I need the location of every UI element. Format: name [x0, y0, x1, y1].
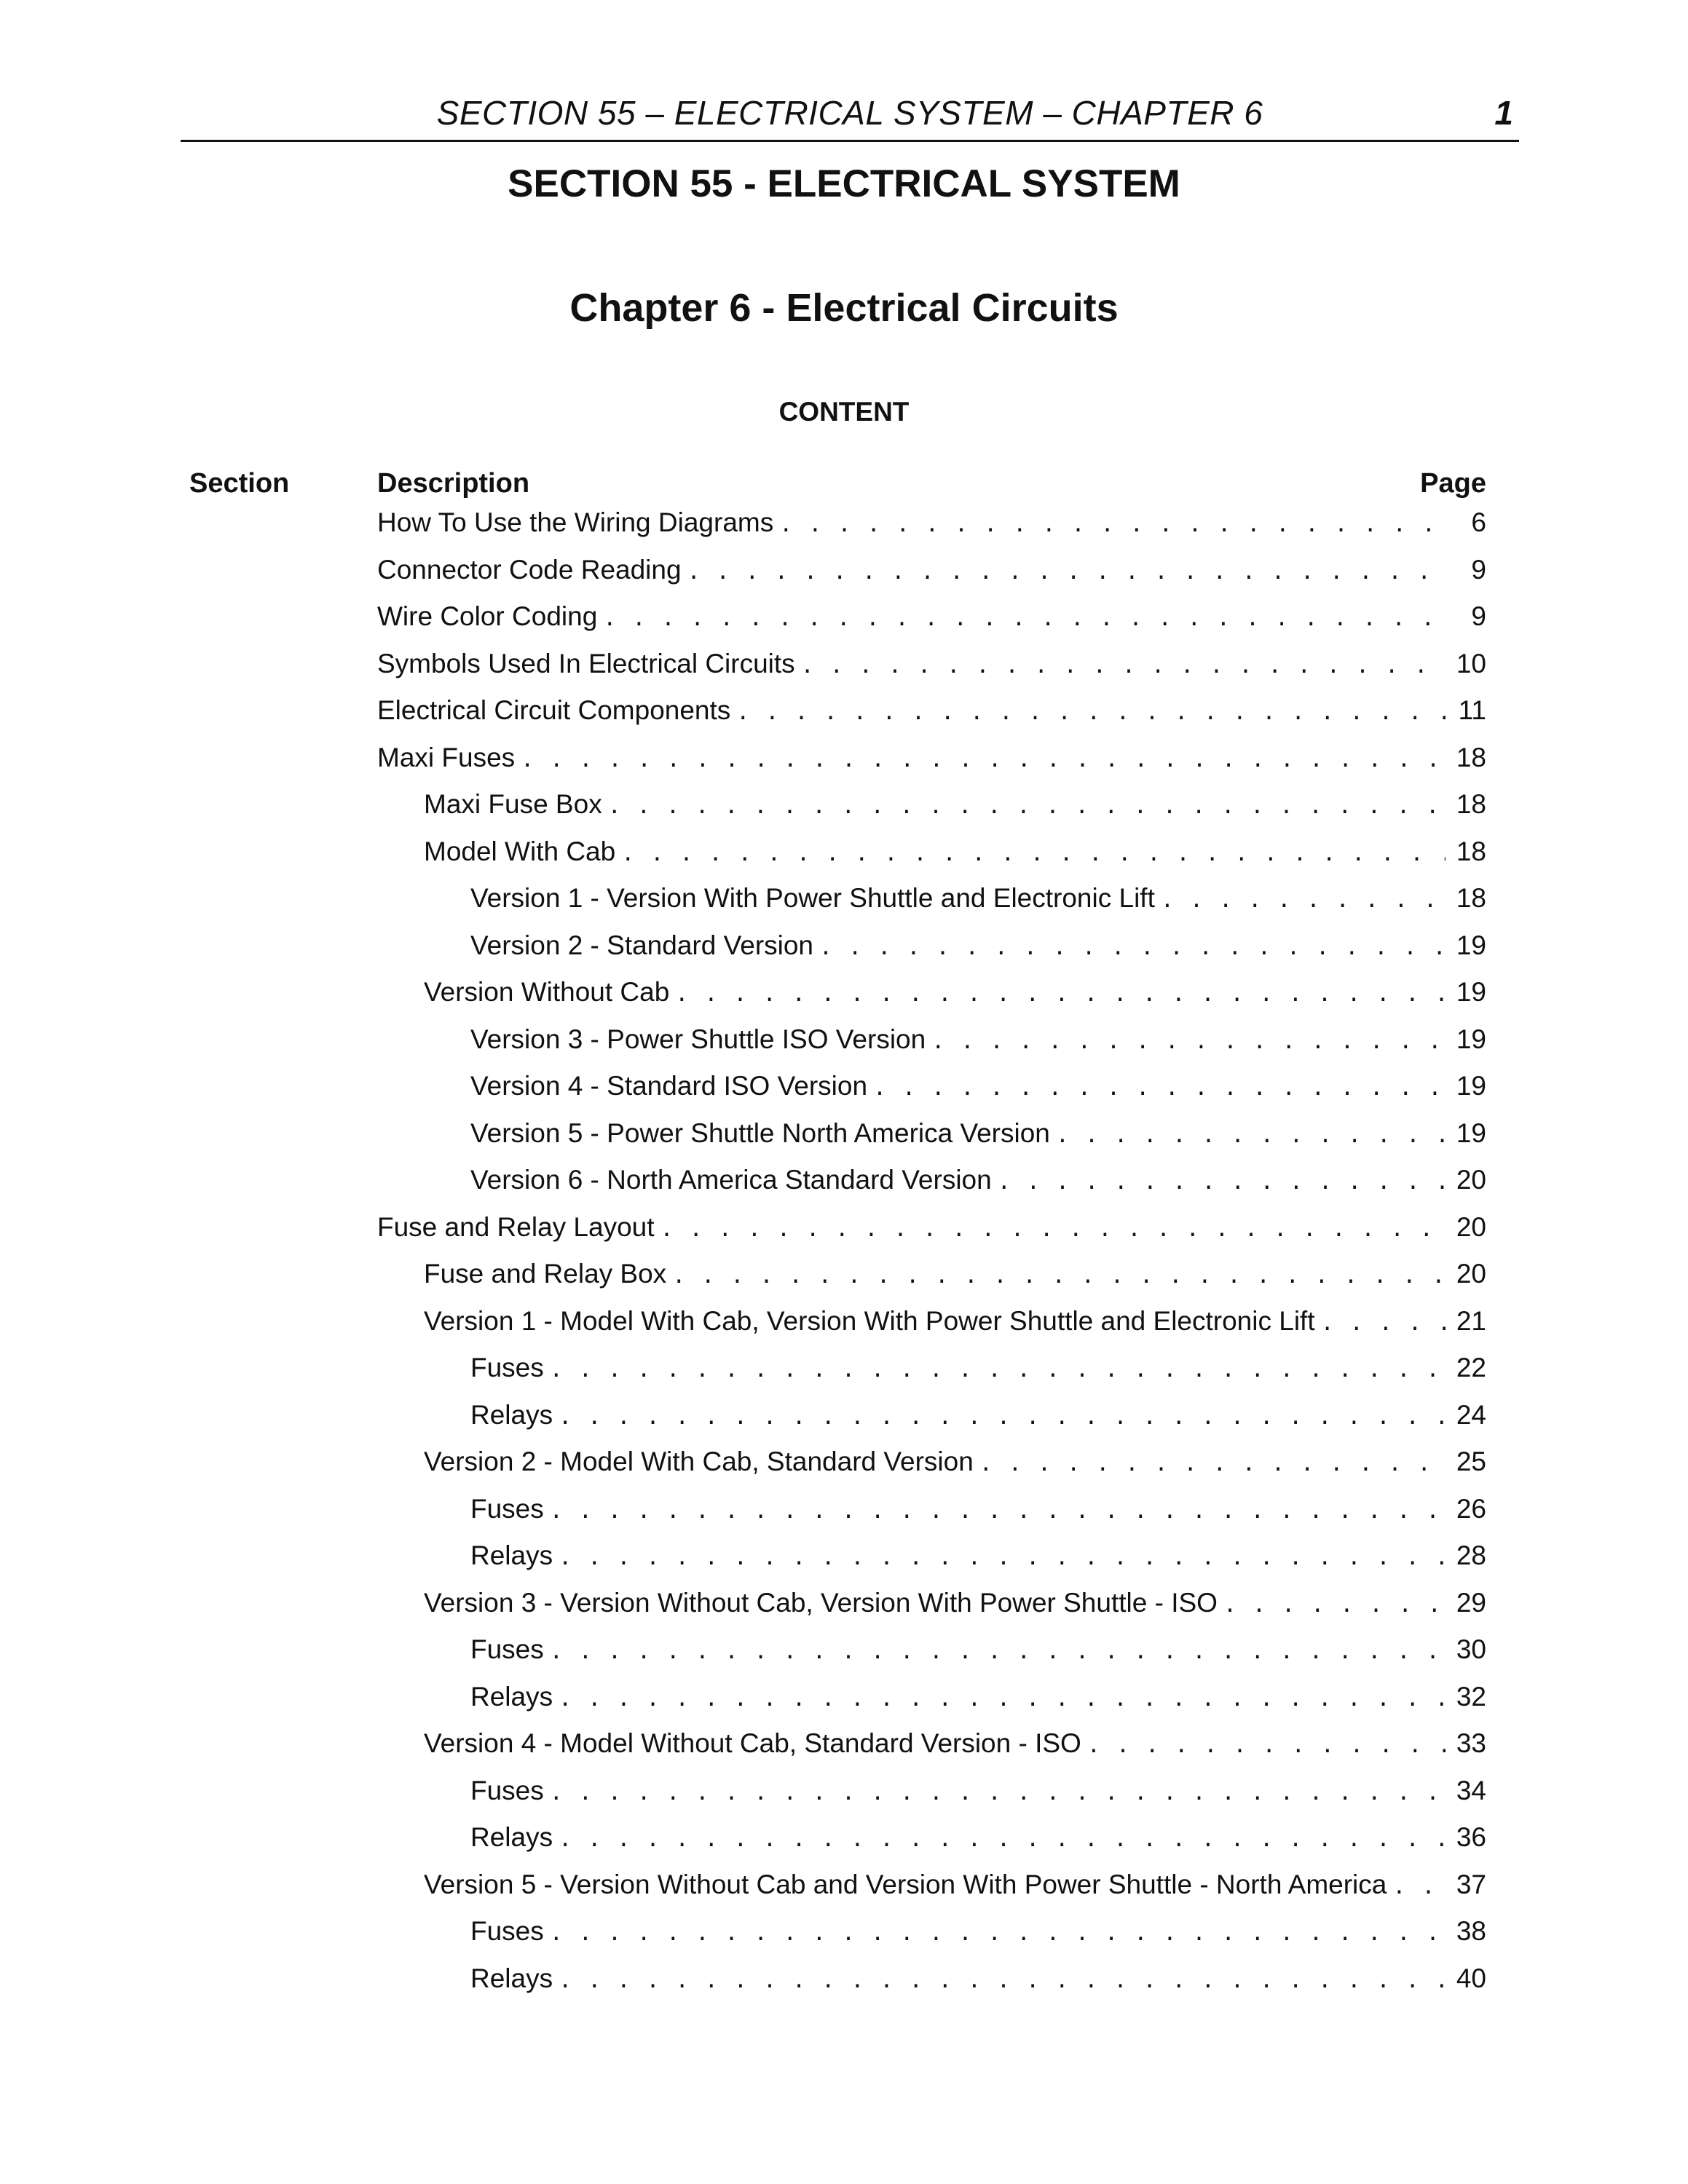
toc-entry[interactable] [377, 883, 1486, 930]
toc-entry-page: 6 [1471, 507, 1486, 537]
toc-entry[interactable] [377, 1682, 1486, 1729]
toc-entry-label: Version 2 - Standard Version [470, 930, 814, 960]
toc-entry[interactable] [377, 1494, 1486, 1541]
toc-entry-label: Version 1 - Version With Power Shuttle and Electronic Lift [470, 883, 1155, 913]
dot-leader [550, 1357, 1446, 1382]
toc-entry-label: Fuses [470, 1353, 544, 1382]
dot-leader [998, 1169, 1446, 1195]
dot-leader [550, 1780, 1446, 1805]
toc-entry[interactable] [377, 836, 1486, 884]
toc-entry-page: 11 [1458, 695, 1486, 725]
toc-entry-page: 18 [1456, 836, 1486, 866]
toc-entry-page: 25 [1456, 1447, 1486, 1476]
content-heading: CONTENT [778, 397, 910, 427]
toc-entry-page: 28 [1456, 1540, 1486, 1570]
toc-entry-page: 24 [1456, 1399, 1486, 1430]
dot-leader [779, 512, 1446, 537]
toc-entry[interactable] [377, 1118, 1486, 1166]
toc-entry-label: Version 4 - Model Without Cab, Standard Version - ISO [424, 1728, 1081, 1758]
dot-leader [660, 1216, 1446, 1242]
toc-entry[interactable] [377, 1916, 1486, 1963]
toc-list [377, 507, 1486, 2010]
dot-leader [608, 794, 1446, 819]
toc-entry-page: 38 [1456, 1916, 1486, 1946]
toc-entry[interactable] [377, 743, 1486, 790]
toc-entry[interactable] [377, 1634, 1486, 1682]
toc-entry-label: How To Use the Wiring Diagrams [377, 507, 774, 537]
dot-leader [672, 1263, 1446, 1289]
toc-entry[interactable] [377, 789, 1486, 836]
toc-entry[interactable] [377, 1071, 1486, 1118]
toc-entry-label: Wire Color Coding [377, 601, 598, 631]
dot-leader [736, 700, 1446, 725]
toc-entry[interactable] [377, 1306, 1486, 1353]
toc-entry-page: 36 [1456, 1822, 1486, 1852]
toc-entry-page: 9 [1471, 601, 1486, 631]
toc-entry-label: Version 1 - Model With Cab, Version With Power Shuttle and Electronic Lift [424, 1305, 1315, 1336]
toc-entry-label: Relays [470, 1822, 553, 1852]
running-header [181, 86, 1519, 142]
toc-entry-page: 26 [1456, 1493, 1486, 1524]
toc-entry-page: 19 [1456, 977, 1486, 1007]
toc-entry-label: Fuse and Relay Layout [377, 1211, 655, 1242]
dot-leader [1087, 1733, 1446, 1758]
toc-entry-label: Fuses [470, 1916, 544, 1946]
toc-entry-page: 40 [1456, 1963, 1486, 1993]
toc-entry-page: 19 [1456, 1071, 1486, 1101]
toc-entry-label: Version Without Cab [424, 977, 670, 1007]
toc-entry-page: 20 [1456, 1165, 1486, 1195]
toc-entry[interactable] [377, 1212, 1486, 1259]
toc-entry[interactable] [377, 601, 1486, 649]
toc-entry-page: 37 [1456, 1869, 1486, 1899]
dot-leader [521, 747, 1446, 772]
dot-leader [931, 1029, 1446, 1054]
toc-entry-label: Maxi Fuse Box [424, 789, 602, 819]
dot-leader [819, 935, 1446, 960]
toc-entry-label: Electrical Circuit Components [377, 695, 731, 725]
dot-leader [1321, 1310, 1446, 1336]
dot-leader [873, 1075, 1446, 1101]
toc-entry-page: 32 [1456, 1681, 1486, 1712]
toc-entry[interactable] [377, 1165, 1486, 1212]
toc-entry-label: Model With Cab [424, 836, 616, 866]
dot-leader [801, 653, 1446, 678]
toc-entry-page: 20 [1456, 1259, 1486, 1289]
toc-entry-label: Relays [470, 1681, 553, 1712]
toc-entry-page: 21 [1456, 1305, 1486, 1336]
toc-entry-page: 9 [1471, 554, 1486, 585]
toc-entry[interactable] [377, 555, 1486, 602]
toc-entry[interactable] [377, 1400, 1486, 1447]
dot-leader [559, 1545, 1446, 1570]
toc-entry-label: Fuses [470, 1634, 544, 1664]
page-number: 1 [1494, 94, 1513, 132]
toc-entry-page: 10 [1456, 648, 1486, 678]
toc-entry[interactable] [377, 1870, 1486, 1917]
toc-entry-page: 20 [1456, 1211, 1486, 1242]
dot-leader [979, 1451, 1446, 1476]
toc-entry[interactable] [377, 695, 1486, 743]
toc-entry-label: Relays [470, 1540, 553, 1570]
dot-leader [621, 841, 1446, 866]
toc-entry-label: Version 6 - North America Standard Version [470, 1165, 992, 1195]
dot-leader [559, 1968, 1446, 1993]
dot-leader [603, 606, 1446, 631]
toc-entry[interactable] [377, 507, 1486, 555]
dot-leader [550, 1920, 1446, 1946]
toc-entry-label: Relays [470, 1399, 553, 1430]
dot-leader [559, 1827, 1446, 1852]
toc-entry-page: 30 [1456, 1634, 1486, 1664]
dot-leader [559, 1404, 1446, 1430]
column-header-page: Page [1420, 468, 1486, 499]
toc-entry-label: Version 3 - Version Without Cab, Version With Power Shuttle - ISO [424, 1587, 1218, 1618]
toc-entry[interactable] [377, 649, 1486, 696]
toc-entry[interactable] [377, 1822, 1486, 1870]
toc-entry-page: 22 [1456, 1353, 1486, 1382]
toc-entry[interactable] [377, 1447, 1486, 1494]
toc-entry-page: 29 [1456, 1587, 1486, 1618]
dot-leader [559, 1686, 1446, 1712]
toc-entry-page: 19 [1456, 1024, 1486, 1054]
toc-entry[interactable] [377, 1353, 1486, 1400]
toc-entry[interactable] [377, 1540, 1486, 1588]
toc-entry[interactable] [377, 977, 1486, 1024]
column-header-section: Section [189, 468, 290, 499]
toc-entry[interactable] [377, 1588, 1486, 1635]
toc-entry-label: Version 5 - Power Shuttle North America Version [470, 1117, 1050, 1148]
toc-entry[interactable] [377, 1963, 1486, 2011]
toc-entry-page: 34 [1456, 1775, 1486, 1805]
toc-entry-label: Symbols Used In Electrical Circuits [377, 648, 795, 678]
toc-entry-page: 18 [1456, 742, 1486, 772]
section-title: SECTION 55 - ELECTRICAL SYSTEM [508, 162, 1180, 205]
toc-entry[interactable] [377, 1024, 1486, 1072]
running-title: SECTION 55 – ELECTRICAL SYSTEM – CHAPTER 6 [436, 94, 1263, 132]
toc-entry-page: 33 [1456, 1728, 1486, 1758]
toc-entry-label: Version 5 - Version Without Cab and Version With Power Shuttle - North America [424, 1869, 1387, 1899]
dot-leader [675, 981, 1446, 1007]
dot-leader [1392, 1874, 1446, 1899]
dot-leader [687, 559, 1446, 585]
toc-entry[interactable] [377, 930, 1486, 978]
dot-leader [1161, 887, 1446, 913]
dot-leader [1056, 1123, 1446, 1148]
dot-leader [550, 1639, 1446, 1664]
dot-leader [550, 1498, 1446, 1524]
toc-entry-label: Version 3 - Power Shuttle ISO Version [470, 1024, 926, 1054]
toc-entry[interactable] [377, 1259, 1486, 1306]
toc-entry-label: Fuse and Relay Box [424, 1259, 667, 1289]
toc-entry-page: 18 [1456, 883, 1486, 913]
toc-entry-label: Version 2 - Model With Cab, Standard Version [424, 1447, 974, 1476]
toc-entry-label: Relays [470, 1963, 553, 1993]
toc-entry-page: 18 [1456, 789, 1486, 819]
dot-leader [1223, 1592, 1446, 1618]
column-header-description: Description [377, 468, 530, 499]
toc-entry-label: Version 4 - Standard ISO Version [470, 1071, 868, 1101]
toc-entry-label: Connector Code Reading [377, 554, 682, 585]
toc-entry-label: Fuses [470, 1493, 544, 1524]
chapter-title: Chapter 6 - Electrical Circuits [569, 286, 1119, 330]
toc-entry[interactable] [377, 1776, 1486, 1823]
toc-entry-label: Fuses [470, 1775, 544, 1805]
toc-entry[interactable] [377, 1728, 1486, 1776]
toc-entry-page: 19 [1456, 930, 1486, 960]
toc-entry-page: 19 [1456, 1117, 1486, 1148]
toc-entry-label: Maxi Fuses [377, 742, 516, 772]
